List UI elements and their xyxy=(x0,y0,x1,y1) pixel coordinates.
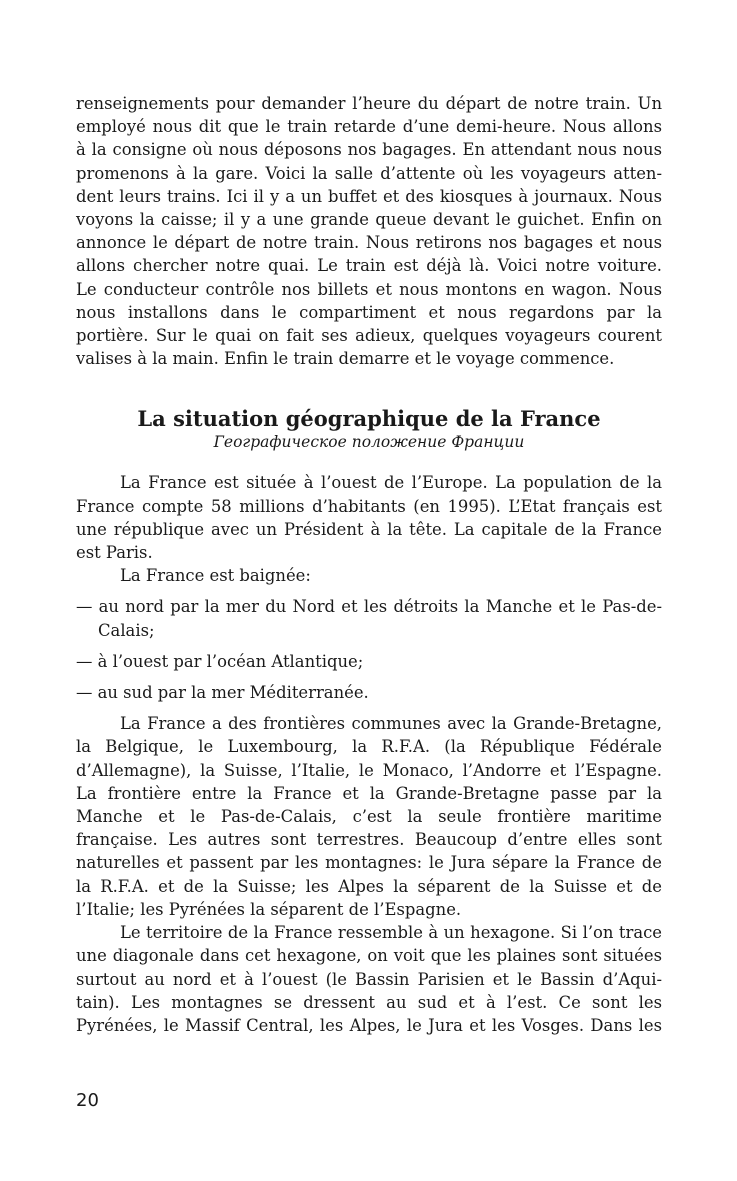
text-line: renseignements pour demander l’heure du départ de notre train. Un xyxy=(76,94,662,113)
text-line: allons chercher notre quai. Le train est déjà là. Voici notre voiture. xyxy=(76,256,662,276)
list-item xyxy=(76,681,662,704)
text-line: naturelles et passent par les montagnes: le Jura sépare la France de xyxy=(76,853,662,873)
text-line: nous installons dans le compartiment et nous regardons par la xyxy=(76,302,662,322)
text-line: est Paris. xyxy=(76,543,153,563)
text-line: Le territoire de la France ressemble à un hexagone. Si l’on trace xyxy=(120,923,662,943)
intro-paragraph xyxy=(76,92,662,370)
list-item xyxy=(76,650,662,673)
text-line: française. Les autres sont terrestres. Beaucoup d’entre elles sont xyxy=(76,830,662,850)
text-line: portière. Sur le quai on fait ses adieux, quelques voyageurs courent xyxy=(76,326,662,346)
page-number: 20 xyxy=(76,1090,99,1111)
list-item xyxy=(76,595,662,641)
paragraph-borders xyxy=(76,712,662,921)
text-line: à la consigne où nous déposons nos bagages. En attendant nous nous xyxy=(76,140,662,160)
text-line: une république avec un Président à la tête. La capitale de la France xyxy=(76,519,662,539)
text-line: l’Italie; les Pyrénées la séparent de l’Espagne. xyxy=(76,899,462,919)
text-line: tain). Les montagnes se dressent au sud et à l’est. Ce sont les xyxy=(76,992,662,1012)
page-body xyxy=(76,92,662,1037)
text-line: surtout au nord et à l’ouest (le Bassin Parisien et le Bassin d’Aqui- xyxy=(76,969,662,989)
text-line: promenons à la gare. Voici la salle d’attente où les voyageurs atten- xyxy=(76,163,662,183)
text-line: voyons la caisse; il y a une grande queue devant le guichet. Enfin on xyxy=(76,210,662,230)
text-line: annonce le départ de notre train. Nous retirons nos bagages et nous xyxy=(76,233,662,253)
text-line: dent leurs trains. Ici il y a un buffet et des kiosques à journaux. Nous xyxy=(76,186,662,206)
text-line: La France a des frontières communes avec la Grande-Bretagne, xyxy=(120,714,662,734)
text-line: Le conducteur contrôle nos billets et nous montons en wagon. Nous xyxy=(76,279,662,299)
text-line: La France est située à l’ouest de l’Europe. La population de la xyxy=(120,473,662,493)
section-subtitle: Географическое положение Франции xyxy=(213,433,525,452)
text-line: d’Allemagne), la Suisse, l’Italie, le Monaco, l’Andorre et l’Espagne. xyxy=(76,760,662,780)
section-title: La situation géographique de la France xyxy=(137,406,601,432)
text-line: la R.F.A. et de la Suisse; les Alpes la séparent de la Suisse et de xyxy=(76,876,662,896)
text-line: la Belgique, le Luxembourg, la R.F.A. (la République Fédérale xyxy=(76,737,662,757)
text-line: France compte 58 millions d’habitants (en 1995). L’Etat français est xyxy=(76,496,662,516)
text-line: Pyrénées, le Massif Central, les Alpes, le Jura et les Vosges. Dans les xyxy=(76,1015,662,1035)
text-line: — au nord par la mer du Nord et les détroits la Manche et le Pas-de- xyxy=(76,597,662,617)
text-line: Calais; xyxy=(98,620,155,640)
seas-list xyxy=(76,595,662,704)
text-line: valises à la main. Enfin le train demarre et le voyage commence. xyxy=(76,349,615,369)
paragraph-population xyxy=(76,471,662,564)
text-line: — à l’ouest par l’océan Atlantique; xyxy=(76,651,364,671)
text-line: — au sud par la mer Méditerranée. xyxy=(76,683,369,703)
text-line: employé nous dit que le train retarde d’une demi-heure. Nous allons xyxy=(76,117,662,137)
paragraph-seas-intro: La France est baignée: xyxy=(120,566,311,586)
paragraph-territory xyxy=(76,921,662,1037)
text-line: Manche et le Pas-de-Calais, c’est la seule frontière maritime xyxy=(76,807,662,827)
text-line: une diagonale dans cet hexagone, on voit que les plaines sont situées xyxy=(76,946,662,966)
text-line: La frontière entre la France et la Grande-Bretagne passe par la xyxy=(76,783,662,803)
